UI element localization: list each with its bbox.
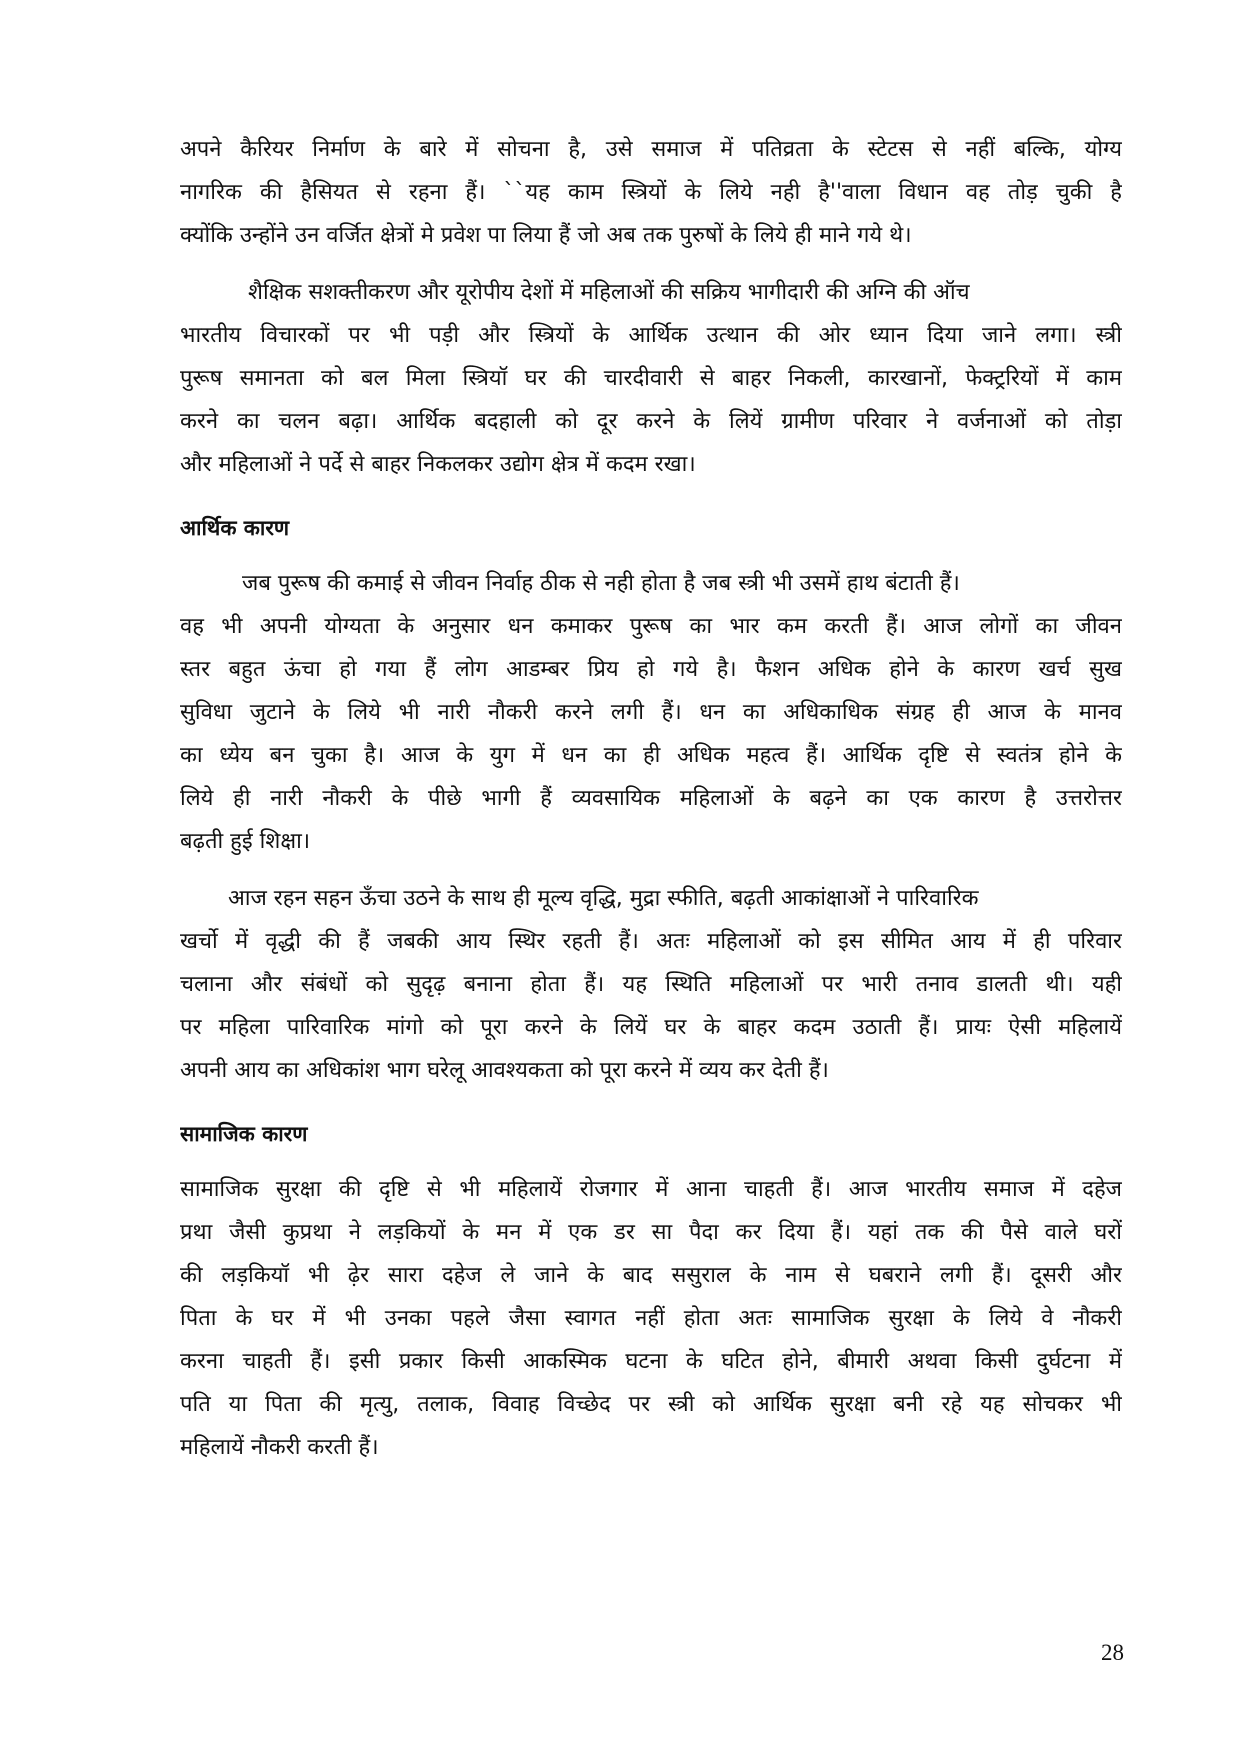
paragraph-line: चलाना और संबंधों को सुदृढ़ बनाना होता हैं। यह स्थिति महिलाओं पर भारी तनाव डालती थी। यही xyxy=(180,972,1122,997)
paragraph-line: अपनी आय का अधिकांश भाग घरेलू आवश्यकता को पूरा करने में व्यय कर देती हैं। xyxy=(180,1058,829,1083)
paragraph-line: और महिलाओं ने पर्दे से बाहर निकलकर उद्योग क्षेत्र में कदम रखा। xyxy=(180,452,696,477)
page-number: 28 xyxy=(1101,1640,1124,1665)
paragraph-line: पर महिला पारिवारिक मांगो को पूरा करने के लियें घर के बाहर कदम उठाती हैं। प्रायः ऐसी महिलायें xyxy=(180,1015,1122,1040)
paragraph-line: करना चाहती हैं। इसी प्रकार किसी आकस्मिक घटना के घटित होने, बीमारी अथवा किसी दुर्घटना में xyxy=(180,1349,1122,1374)
paragraph-line: वह भी अपनी योग्यता के अनुसार धन कमाकर पुरूष का भार कम करती हैं। आज लोगों का जीवन xyxy=(180,614,1122,639)
paragraph-rising-living-standard xyxy=(180,877,1122,1092)
page-content xyxy=(180,128,1122,1469)
paragraph-line: करने का चलन बढ़ा। आर्थिक बदहाली को दूर करने के लियें ग्रामीण परिवार ने वर्जनाओं को तोड़ा xyxy=(180,409,1122,434)
paragraph-education-empowerment xyxy=(180,271,1122,486)
paragraph-line: जब पुरूष की कमाई से जीवन निर्वाह ठीक से नही होता है जब स्त्री भी उसमें हाथ बंटाती हैं। xyxy=(242,571,960,596)
paragraph-line: सुविधा जुटाने के लिये भी नारी नौकरी करने लगी हैं। धन का अधिकाधिक संग्रह ही आज के मानव xyxy=(180,700,1122,725)
paragraph-line: भारतीय विचारकों पर भी पड़ी और स्त्रियों के आर्थिक उत्थान की ओर ध्यान दिया जाने लगा। स्त्री xyxy=(180,323,1122,348)
paragraph-line: पुरूष समानता को बल मिला स्त्रियॉ घर की चारदीवारी से बाहर निकली, कारखानों, फेक्ट्ररियों में काम xyxy=(180,366,1122,391)
paragraph-line: की लड़कियॉ भी ढ़ेर सारा दहेज ले जाने के बाद ससुराल के नाम से घबराने लगी हैं। दूसरी और xyxy=(180,1263,1122,1288)
paragraph-social-reasons xyxy=(180,1168,1122,1469)
paragraph-line: प्रथा जैसी कुप्रथा ने लड़कियों के मन में एक डर सा पैदा कर दिया हैं। यहां तक की पैसे वाले घरों xyxy=(180,1220,1122,1245)
paragraph-line: सामाजिक सुरक्षा की दृष्टि से भी महिलायें रोजगार में आना चाहती हैं। आज भारतीय समाज में दहेज xyxy=(180,1177,1122,1202)
paragraph-line: शैक्षिक सशक्तीकरण और यूरोपीय देशों में महिलाओं की सक्रिय भागीदारी की अग्नि की ऑच xyxy=(248,280,970,305)
paragraph-economic-reasons xyxy=(180,562,1122,863)
paragraph-line: स्तर बहुत ऊंचा हो गया हैं लोग आडम्बर प्रिय हो गये है। फैशन अधिक होने के कारण खर्च सुख xyxy=(180,657,1122,682)
paragraph-line: क्योंकि उन्होंने उन वर्जित क्षेत्रों मे प्रवेश पा लिया हैं जो अब तक पुरुषों के लिये ही माने गये थे। xyxy=(180,223,912,248)
section-heading-social-reasons: सामाजिक कारण xyxy=(180,1122,308,1146)
paragraph-line: आज रहन सहन ऊँचा उठने के साथ ही मूल्य वृद्धि, मुद्रा स्फीति, बढ़ती आकांक्षाओं ने पारिवारिक xyxy=(228,886,979,911)
paragraph-line: नागरिक की हैसियत से रहना हैं। ``यह काम स्त्रियों के लिये नही है''वाला विधान वह तोड़ चुकी है xyxy=(180,180,1122,205)
paragraph-line: का ध्येय बन चुका है। आज के युग में धन का ही अधिक महत्व हैं। आर्थिक दृष्टि से स्वतंत्र होने के xyxy=(180,743,1122,768)
paragraph-career xyxy=(180,128,1122,257)
paragraph-line: खर्चो में वृद्धी की हैं जबकी आय स्थिर रहती हैं। अतः महिलाओं को इस सीमित आय में ही परिवार xyxy=(180,929,1122,954)
paragraph-line: लिये ही नारी नौकरी के पीछे भागी हैं व्यवसायिक महिलाओं के बढ़ने का एक कारण है उत्तरोत्तर xyxy=(180,786,1122,811)
paragraph-line: अपने कैरियर निर्माण के बारे में सोचना है, उसे समाज में पतिव्रता के स्टेटस से नहीं बल्कि, योग्य xyxy=(180,137,1122,162)
paragraph-line: पति या पिता की मृत्यु, तलाक, विवाह विच्छेद पर स्त्री को आर्थिक सुरक्षा बनी रहे यह सोचकर भी xyxy=(180,1392,1122,1417)
paragraph-line: बढ़ती हुई शिक्षा। xyxy=(180,829,311,854)
paragraph-line: महिलायें नौकरी करती हैं। xyxy=(180,1435,379,1460)
paragraph-line: पिता के घर में भी उनका पहले जैसा स्वागत नहीं होता अतः सामाजिक सुरक्षा के लिये वे नौकरी xyxy=(180,1306,1122,1331)
section-heading-economic-reasons: आर्थिक कारण xyxy=(180,516,290,540)
